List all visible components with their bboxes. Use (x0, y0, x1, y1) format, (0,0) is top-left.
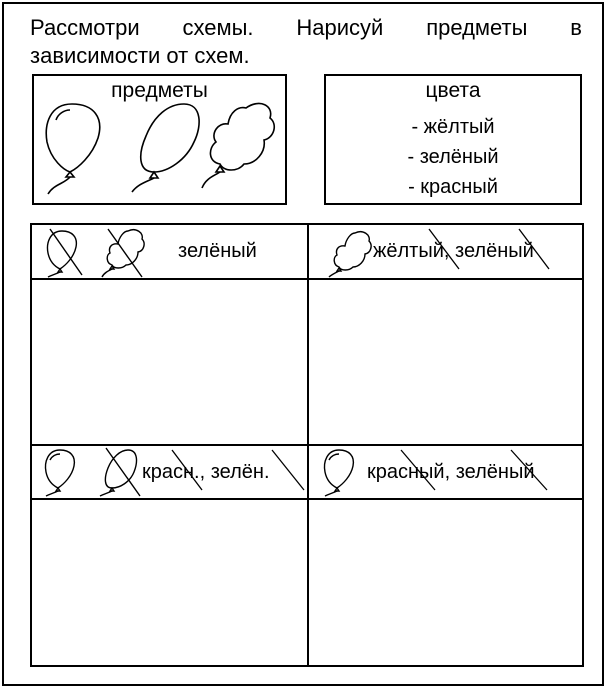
colors-legend-title: цвета (425, 79, 481, 102)
cell-1-label: зелёный (178, 240, 257, 262)
color-item-green: - зелёный (407, 146, 499, 168)
color-item-yellow: - жёлтый (411, 116, 495, 138)
task-instruction (30, 14, 582, 70)
cell-1-icons (32, 225, 307, 278)
color-item-red: - красный (408, 176, 498, 198)
cell-4-drawing-area[interactable] (309, 500, 582, 665)
cell-1-drawing-area[interactable] (32, 280, 307, 444)
task-line-2: зависимости от схем. (30, 43, 250, 68)
cell-3-label: красн., зелён. (142, 461, 270, 483)
round-balloon-icon (325, 450, 354, 496)
colors-list (326, 112, 580, 202)
crossed-round-balloon-icon (48, 229, 82, 277)
items-legend-drawings (34, 76, 289, 207)
items-legend-box (32, 74, 287, 205)
cell-3-drawing-area[interactable] (32, 500, 307, 665)
oval-balloon-icon (132, 104, 199, 192)
cell-2-header (309, 225, 582, 278)
crossed-oval-balloon-icon (100, 448, 140, 496)
twisted-balloon-icon (329, 232, 371, 277)
cell-1-header (32, 225, 307, 278)
task-line-1: Рассмотри схемы. Нарисуй предметы в (30, 15, 582, 40)
round-balloon-icon (46, 450, 75, 496)
cell-2-label: жёлтый, зелёный (373, 240, 534, 262)
items-legend-title: предметы (111, 79, 208, 102)
colors-legend-box (324, 74, 582, 205)
cell-4-header (309, 446, 582, 498)
round-balloon-icon (46, 104, 99, 194)
task-grid (30, 223, 584, 667)
cell-4-label: красный, зелёный (367, 461, 535, 483)
twisted-balloon-icon (202, 103, 274, 188)
cell-2-drawing-area[interactable] (309, 280, 582, 444)
cell-3-header (32, 446, 307, 498)
crossed-twisted-balloon-icon (102, 229, 144, 277)
